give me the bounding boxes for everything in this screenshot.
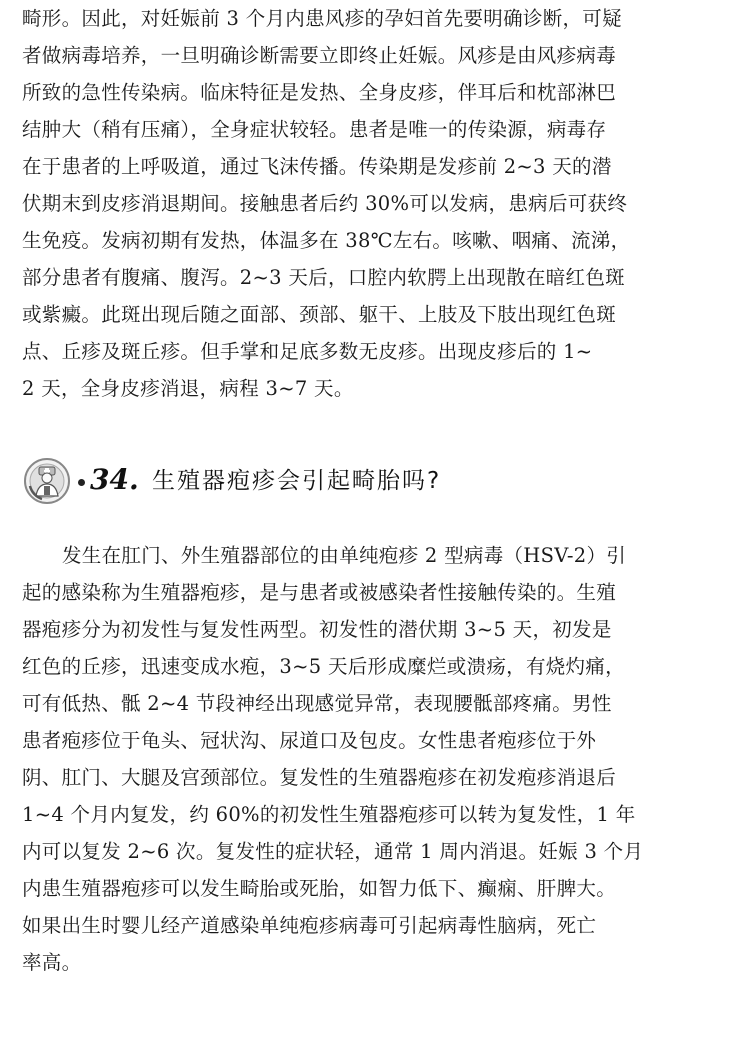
paragraph-line: 点、丘疹及斑丘疹。但手掌和足底多数无皮疹。出现皮疹后的 1~	[22, 340, 593, 363]
paragraph-rubella	[22, 0, 712, 407]
paragraph-line: 阴、肛门、大腿及宫颈部位。复发性的生殖器疱疹在初发疱疹消退后	[22, 766, 617, 789]
paragraph-line: 畸形。因此，对妊娠前 3 个月内患风疹的孕妇首先要明确诊断，可疑	[22, 7, 622, 30]
paragraph-line: 可有低热、骶 2~4 节段神经出现感觉异常，表现腰骶部疼痛。男性	[22, 692, 612, 715]
paragraph-line: 在于患者的上呼吸道，通过飞沫传播。传染期是发疹前 2~3 天的潜	[22, 155, 612, 178]
paragraph-line: 器疱疹分为初发性与复发性两型。初发性的潜伏期 3~5 天，初发是	[22, 618, 612, 641]
paragraph-line: 结肿大（稍有压痛），全身症状较轻。患者是唯一的传染源，病毒存	[22, 118, 607, 141]
paragraph-line: 起的感染称为生殖器疱疹，是与患者或被感染者性接触传染的。生殖	[22, 581, 617, 604]
paragraph-genital-herpes	[22, 537, 712, 981]
paragraph-line: 率高。	[22, 951, 82, 974]
doctor-badge-icon	[22, 456, 72, 506]
paragraph-line: 如果出生时婴儿经产道感染单纯疱疹病毒可引起病毒性脑病，死亡	[22, 914, 597, 937]
paragraph-line: 内患生殖器疱疹可以发生畸胎或死胎，如智力低下、癫痫、肝脾大。	[22, 877, 617, 900]
paragraph-line: 或紫癜。此斑出现后随之面部、颈部、躯干、上肢及下肢出现红色斑	[22, 303, 617, 326]
paragraph-line: 生免疫。发病初期有发热，体温多在 38℃左右。咳嗽、咽痛、流涕，	[22, 229, 631, 252]
paragraph-line: 红色的丘疹，迅速变成水疱，3~5 天后形成糜烂或溃疡，有烧灼痛，	[22, 655, 625, 678]
section-number: 34.	[90, 463, 139, 496]
paragraph-line: 者做病毒培养，一旦明确诊断需要立即终止妊娠。风疹是由风疹病毒	[22, 44, 617, 67]
paragraph-line: 内可以复发 2~6 次。复发性的症状轻，通常 1 周内消退。妊娠 3 个月	[22, 840, 644, 863]
heading-bullet	[78, 479, 85, 486]
paragraph-line: 所致的急性传染病。临床特征是发热、全身皮疹，伴耳后和枕部淋巴	[22, 81, 617, 104]
paragraph-line: 1~4 个月内复发，约 60%的初发性生殖器疱疹可以转为复发性，1 年	[22, 803, 636, 826]
paragraph-line: 伏期末到皮疹消退期间。接触患者后约 30%可以发病，患病后可获终	[22, 192, 628, 215]
paragraph-line: 患者疱疹位于龟头、冠状沟、尿道口及包皮。女性患者疱疹位于外	[22, 729, 597, 752]
paragraph-line: 2 天，全身皮疹消退，病程 3~7 天。	[22, 377, 354, 400]
paragraph-line: 发生在肛门、外生殖器部位的由单纯疱疹 2 型病毒（HSV-2）引	[62, 544, 627, 567]
paragraph-line: 部分患者有腹痛、腹泻。2~3 天后，口腔内软腭上出现散在暗红色斑	[22, 266, 625, 289]
section-title: 生殖器疱疹会引起畸胎吗?	[152, 468, 442, 494]
section-heading	[22, 454, 712, 512]
